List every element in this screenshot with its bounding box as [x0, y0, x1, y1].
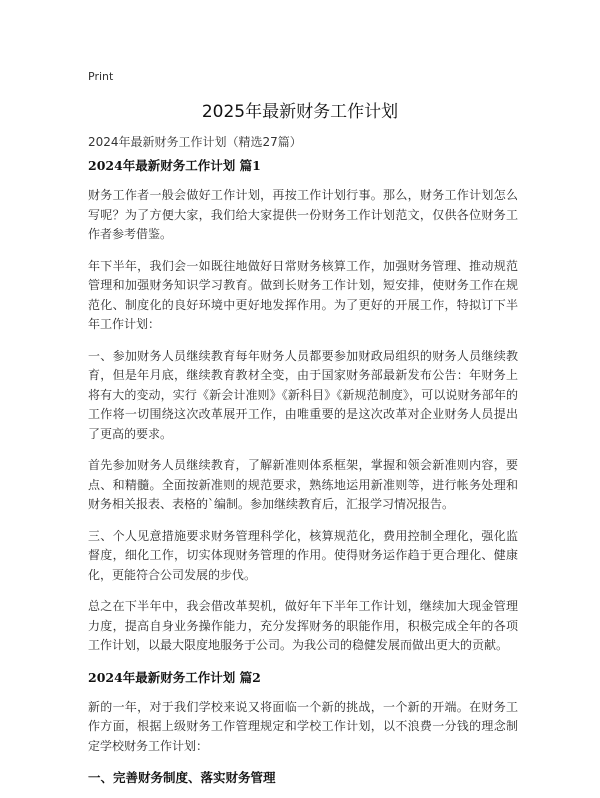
paragraph: 财务工作者一般会做好工作计划，再按工作计划行事。那么，财务工作计划怎么写呢？为了方便大家，我们给大家提供一份财务工作计划范文，仅供各位财务工作者参考借鉴。 [88, 188, 518, 241]
print-label[interactable]: Print [88, 70, 114, 83]
document-subtitle: 2024年最新财务工作计划（精选27篇） [88, 135, 302, 149]
paragraph: 年下半年，我们会一如既往地做好日常财务核算工作，加强财务管理、推动规范管理和加强财务知识学习教育。做到长财务工作计划，短安排，使财务工作在规范化、制度化的良好环境中更好地发挥作用。为了更好的开展工作，特拟订下半年工作计划： [88, 258, 518, 331]
subsection-heading: 一、完善财务制度、落实财务管理 [88, 770, 276, 785]
paragraph: 一、参加财务人员继续教育每年财务人员都要参加财政局组织的财务人员继续教育，但是年月底，继续教育教材全变，由于国家财务部最新发布公告：年财务上将有大的变动，实行《新会计准则》《新科目》《新规范制度》，可以说财务部年的工作将一切围绕这次改革展开工作，由唯重要的是这次改革对企业财务人员提出了更高的要求。 [88, 348, 518, 441]
paragraph: 三、个人见意措施要求财务管理科学化，核算规范化，费用控制全理化，强化监督度，细化工作，切实体现财务管理的作用。使得财务运作趋于更合理化、健康化，更能符合公司发展的步伐。 [88, 528, 518, 582]
paragraph: 首先参加财务人员继续教育，了解新准则体系框架，掌握和领会新准则内容，要点、和精髓。全面按新准则的规范要求，熟练地运用新准则等，进行帐务处理和财务相关报表、表格的`编制。参加继续教育后，汇报学习情况报告。 [88, 458, 518, 511]
section-heading-1: 2024年最新财务工作计划 篇1 [88, 158, 261, 173]
document-body [88, 156, 518, 798]
page-title: 2025年最新财务工作计划 [201, 102, 399, 122]
paragraph: 新的一年，对于我们学校来说又将面临一个新的挑战，一个新的开端。在财务工作方面，根据上级财务工作管理规定和学校工作计划，以不浪费一分钱的理念制定学校财务工作计划： [88, 699, 518, 753]
section-heading-2: 2024年最新财务工作计划 篇2 [88, 669, 261, 685]
paragraph: 总之在下半年中，我会借改革契机，做好年下半年工作计划，继续加大现金管理力度，提高自身业务操作能力，充分发挥财务的职能作用，积极完成全年的各项工作计划，以最大限度地服务于公司。为我公司的稳健发展而做出更大的贡献。 [88, 599, 518, 652]
